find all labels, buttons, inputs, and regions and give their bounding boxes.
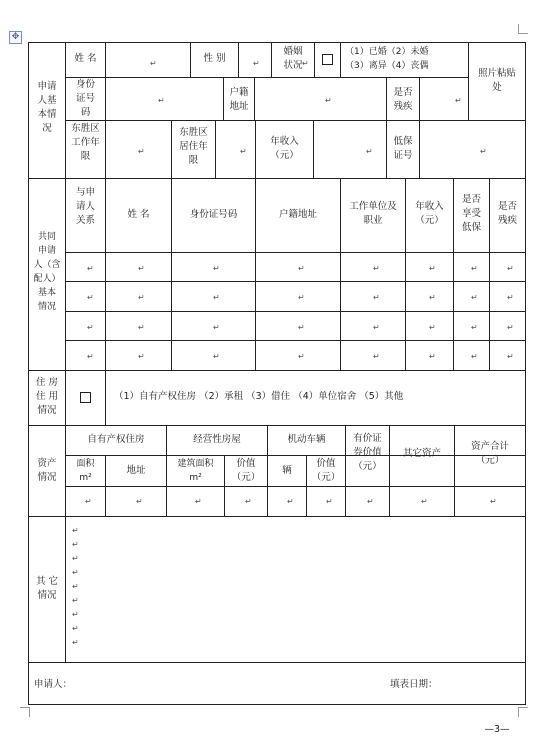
cell-end-mark: ↵ [507, 293, 514, 302]
subsidy-cert-label: 低保 证号 [393, 136, 413, 161]
cell-end-mark: ↵ [429, 264, 436, 273]
cell-end-mark: ↵ [455, 96, 462, 105]
gender-label: 性 别 [203, 53, 226, 64]
housing-status-options: （1）自有产权住房 （2）承租 （3）借住 （4）单位宿舍 （5）其他 [114, 391, 404, 402]
cell-end-mark: ↵ [72, 582, 79, 591]
cell-end-mark: ↵ [480, 147, 487, 156]
cell-end-mark: ↵ [138, 264, 145, 273]
cell-end-mark: ↵ [373, 352, 380, 361]
disabled-label: 是否 残疾 [393, 87, 413, 112]
marital-status-label: 婚姻 状况 [283, 46, 303, 71]
page-number: —3— [484, 724, 510, 735]
cell-end-mark: ↵ [85, 497, 92, 506]
cell-end-mark: ↵ [429, 352, 436, 361]
photo-placeholder-label: 照片粘贴 处 [477, 68, 516, 93]
cell-end-mark: ↵ [213, 264, 220, 273]
cell-end-mark: ↵ [87, 323, 94, 332]
cell-end-mark: ↵ [72, 596, 79, 605]
cell-end-mark: ↵ [245, 497, 252, 506]
own-property-address-label: 地址 [126, 465, 146, 476]
id-number-label: 身份 证号 码 [75, 79, 95, 118]
cell-end-mark: ↵ [213, 352, 220, 361]
cell-end-mark: ↵ [87, 352, 94, 361]
cell-end-mark: ↵ [72, 554, 79, 563]
cell-end-mark: ↵ [87, 264, 94, 273]
cell-end-mark: ↵ [302, 59, 309, 68]
cell-end-mark: ↵ [298, 352, 305, 361]
cell-end-mark: ↵ [298, 323, 305, 332]
cell-end-mark: ↵ [471, 264, 478, 273]
cell-end-mark: ↵ [367, 497, 374, 506]
total-assets-label: 资产合计 （元） [470, 441, 509, 466]
cell-end-mark: ↵ [158, 96, 165, 105]
cell-end-mark: ↵ [471, 323, 478, 332]
co-applicant-header-employer: 工作单位及 职业 [349, 201, 397, 226]
cell-end-mark: ↵ [507, 323, 514, 332]
cell-end-mark: ↵ [87, 293, 94, 302]
applicant-section-title: 申请 人基 本情 况 [37, 81, 57, 134]
co-applicant-header-relation: 与申 请人 关系 [75, 187, 95, 226]
co-applicant-header-name: 姓 名 [127, 209, 150, 220]
cell-end-mark: ↵ [240, 147, 247, 156]
applicant-signature-label: 申请人： [34, 679, 73, 690]
name-label: 姓 名 [74, 53, 97, 64]
cell-end-mark: ↵ [213, 323, 220, 332]
fill-date-label: 填表日期： [390, 679, 438, 690]
cell-end-mark: ↵ [72, 610, 79, 619]
cell-end-mark: ↵ [471, 352, 478, 361]
cell-end-mark: ↵ [298, 293, 305, 302]
cell-end-mark: ↵ [373, 264, 380, 273]
cell-end-mark: ↵ [429, 293, 436, 302]
vehicle-count-label: 辆 [282, 465, 292, 476]
housing-status-checkbox[interactable] [80, 392, 91, 403]
cell-end-mark: ↵ [471, 293, 478, 302]
co-applicant-header-hukou: 户籍地址 [278, 209, 317, 220]
residence-years-label: 东胜区 居住年 限 [179, 127, 208, 166]
own-property-label: 自有产权住房 [87, 434, 145, 445]
marital-status-checkbox[interactable] [322, 54, 333, 65]
cell-end-mark: ↵ [72, 540, 79, 549]
vehicle-value-label: 价值 （元） [311, 458, 341, 483]
cell-end-mark: ↵ [373, 323, 380, 332]
cell-end-mark: ↵ [72, 526, 79, 535]
marital-status-options: （1）已婚（2）未婚 （3）离异（4）丧偶 [345, 47, 429, 71]
co-applicant-header-disabled: 是否 残疾 [497, 201, 517, 226]
annual-income-label: 年收入 （元） [270, 136, 299, 161]
co-applicant-section-title: 共同 申请 人（含 配人） 基本 情况 [33, 232, 61, 312]
business-property-label: 经营性房屋 [193, 434, 241, 445]
cell-end-mark: ↵ [138, 293, 145, 302]
vehicle-label: 机动车辆 [287, 434, 326, 445]
cell-end-mark: ↵ [72, 638, 79, 647]
co-applicant-header-subsidy: 是否 享受 低保 [461, 194, 481, 233]
own-property-area-label: 面积 m² [76, 459, 95, 483]
cell-end-mark: ↵ [253, 59, 260, 68]
cell-end-mark: ↵ [298, 264, 305, 273]
securities-value-label: 有价证 券价值 （元） [353, 433, 382, 472]
cell-end-mark: ↵ [287, 497, 294, 506]
cell-end-mark: ↵ [136, 497, 143, 506]
co-applicant-header-income: 年收入 （元） [415, 201, 444, 226]
work-years-label: 东胜区 工作年 限 [71, 123, 100, 162]
cell-end-mark: ↵ [507, 264, 514, 273]
housing-section-title: 住 房 住 用 情况 [35, 377, 59, 416]
co-applicant-header-id: 身份证号码 [189, 209, 238, 220]
other-assets-label: 其它资产 [402, 448, 441, 459]
cell-end-mark: ↵ [138, 352, 145, 361]
assets-section-title: 资产 情况 [37, 458, 57, 483]
cell-end-mark: ↵ [429, 323, 436, 332]
cell-end-mark: ↵ [507, 352, 514, 361]
cell-end-mark: ↵ [150, 59, 157, 68]
cell-end-mark: ↵ [213, 293, 220, 302]
cell-end-mark: ↵ [421, 497, 428, 506]
cell-end-mark: ↵ [490, 497, 497, 506]
cell-end-mark: ↵ [138, 323, 145, 332]
cell-end-mark: ↵ [195, 497, 202, 506]
table-move-handle-icon[interactable]: ✥ [9, 31, 22, 44]
cell-end-mark: ↵ [325, 96, 332, 105]
cell-end-mark: ↵ [326, 497, 333, 506]
cell-end-mark: ↵ [72, 624, 79, 633]
business-property-value-label: 价值 （元） [231, 458, 261, 483]
other-info-section-title: 其 它 情况 [35, 576, 59, 601]
cell-end-mark: ↵ [138, 147, 145, 156]
hukou-address-label: 户籍 地址 [229, 87, 249, 112]
cell-end-mark: ↵ [366, 147, 373, 156]
building-area-label: 建筑面积 m² [177, 459, 214, 483]
cell-end-mark: ↵ [373, 293, 380, 302]
cell-end-mark: ↵ [72, 568, 79, 577]
